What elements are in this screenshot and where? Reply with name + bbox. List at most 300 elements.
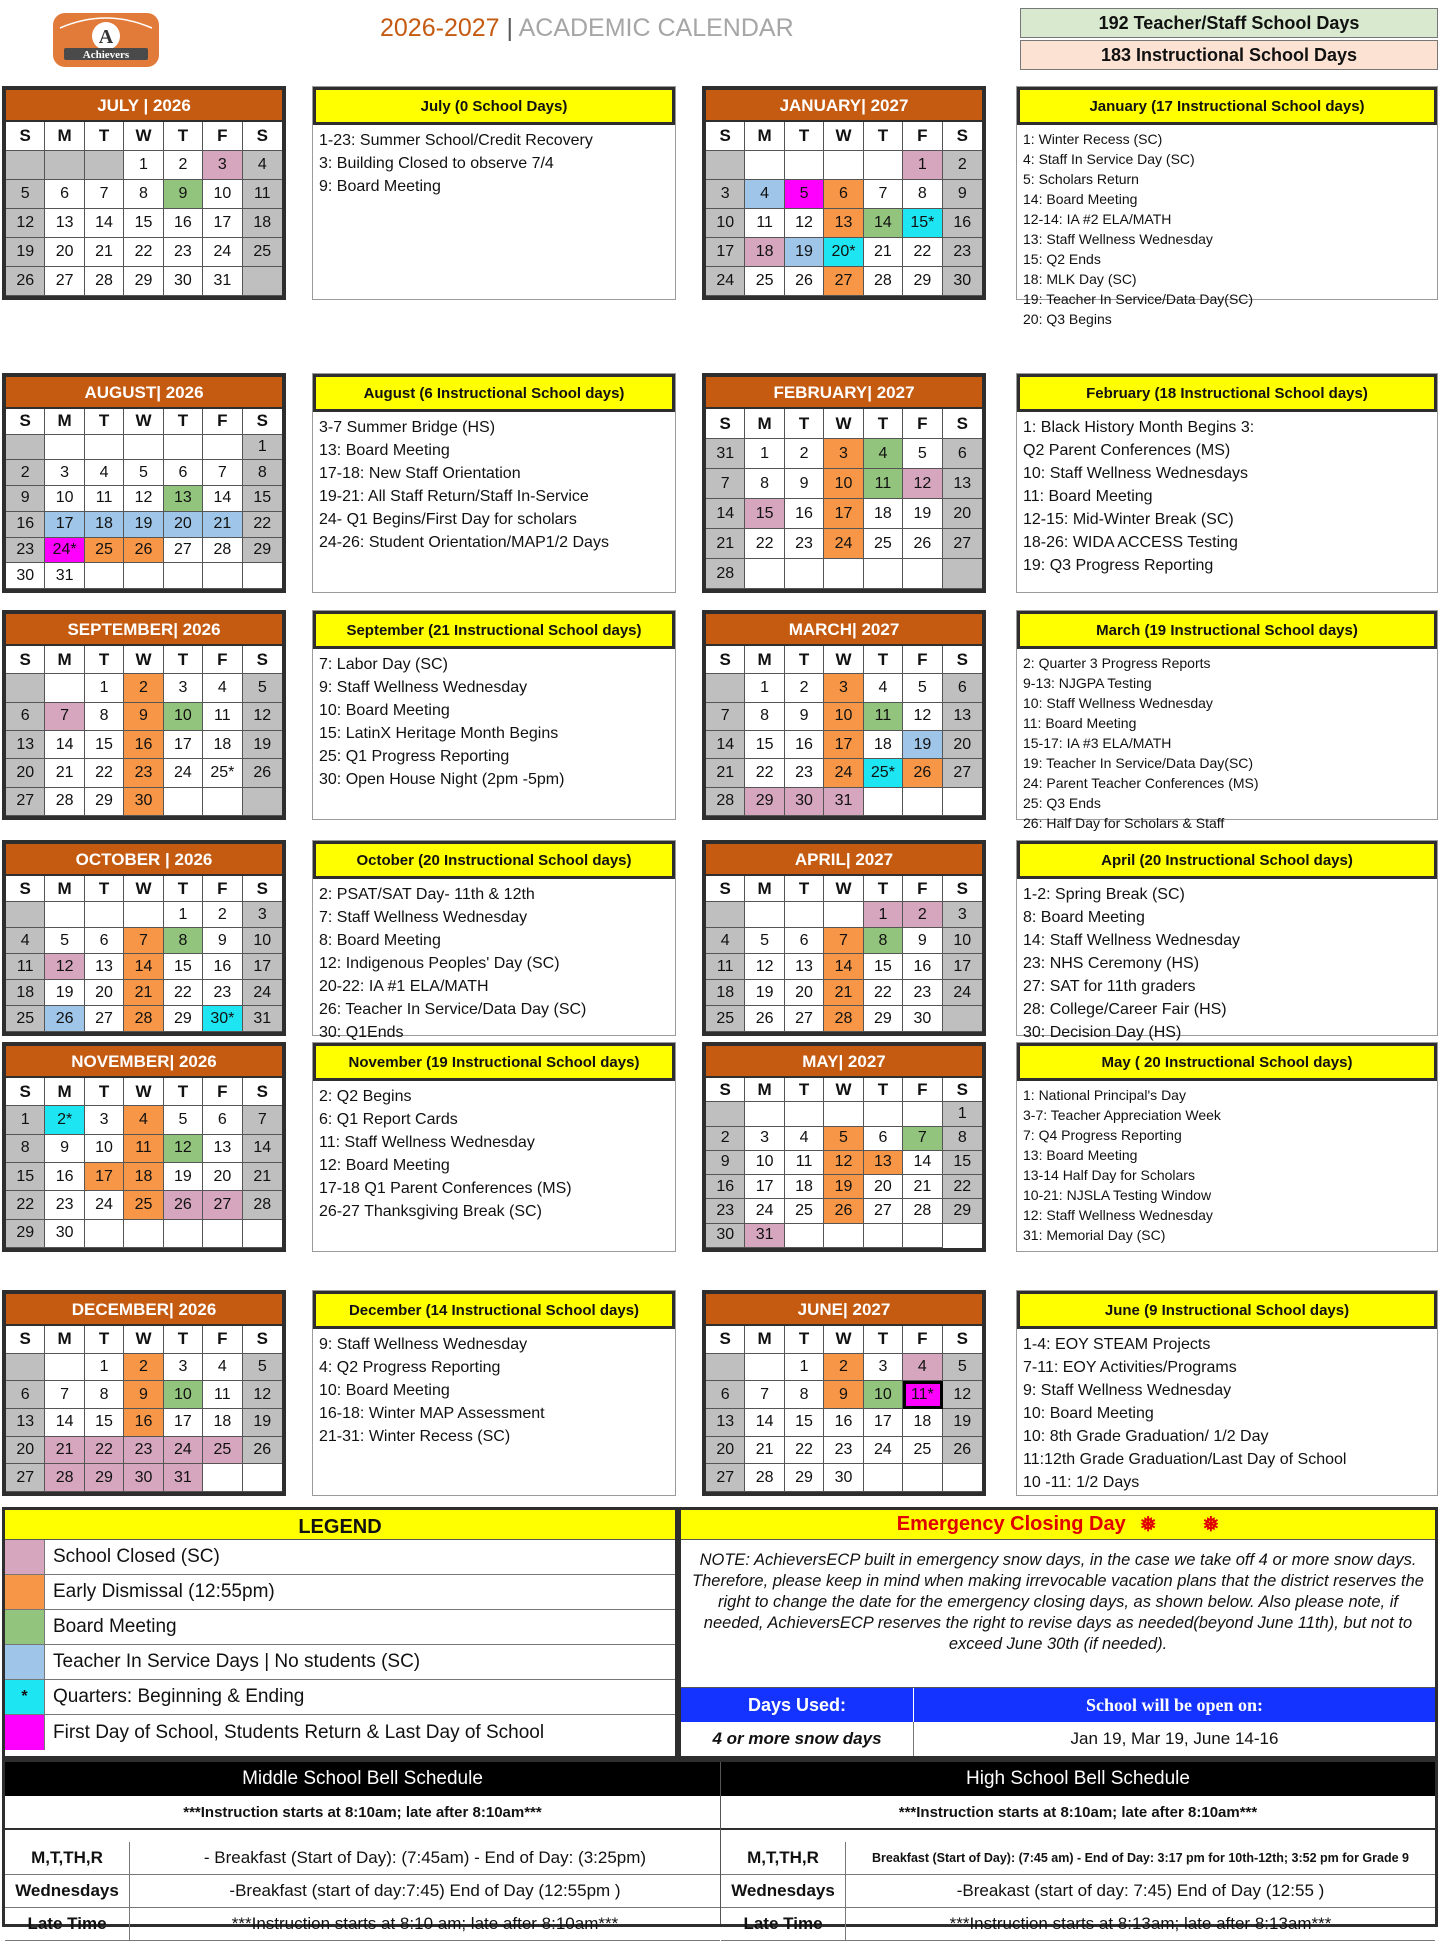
day-cell	[706, 1354, 745, 1382]
event-item: 20: Q3 Begins	[1023, 311, 1112, 327]
day-cell: 11	[864, 703, 903, 731]
weekday-header: M	[745, 122, 784, 151]
day-cell: 14	[824, 954, 863, 980]
day-cell: 10	[706, 209, 745, 238]
day-cell	[903, 1464, 942, 1492]
day-cell: 27	[203, 1191, 242, 1219]
event-item: 18-26: WIDA ACCESS Testing	[1023, 534, 1238, 551]
day-cell: 8	[785, 1381, 824, 1409]
day-cell: 24	[824, 759, 863, 787]
day-cell: 6	[203, 1106, 242, 1134]
day-cell: 31	[243, 1006, 282, 1032]
day-cell: 15	[243, 486, 282, 512]
day-cell	[85, 151, 124, 180]
day-cell: 10	[85, 1135, 124, 1163]
day-cell	[203, 435, 242, 461]
weekday-header: W	[824, 122, 863, 151]
events-title: January (17 Instructional School days)	[1017, 87, 1437, 125]
event-item: 8: Board Meeting	[1023, 909, 1145, 926]
day-cell: 21	[864, 238, 903, 267]
day-cell: 25	[864, 529, 903, 559]
day-cell: 28	[203, 538, 242, 564]
event-item: 6: Q1 Report Cards	[319, 1111, 458, 1128]
events-august-2026	[312, 373, 676, 593]
high-school-bell-schedule	[720, 1762, 1435, 1933]
day-cell: 25	[745, 267, 784, 296]
day-cell: 1	[85, 674, 124, 702]
day-cell: 16	[6, 512, 45, 538]
day-cell: 22	[903, 238, 942, 267]
day-cell: 6	[943, 674, 982, 702]
day-cell: 31	[203, 267, 242, 296]
day-cell: 7	[243, 1106, 282, 1134]
weekday-header: S	[243, 646, 282, 674]
day-cell: 19	[745, 980, 784, 1006]
weekday-header: S	[943, 1078, 982, 1102]
legend-item	[5, 1680, 675, 1715]
day-cell: 18	[745, 238, 784, 267]
weekday-header: S	[706, 409, 745, 439]
svg-text:Achievers: Achievers	[82, 49, 130, 61]
event-item: 2: Quarter 3 Progress Reports	[1023, 655, 1211, 671]
day-cell: 9	[164, 180, 203, 209]
hs-bell-rows	[721, 1842, 1435, 1941]
day-cell: 28	[824, 1006, 863, 1032]
day-cell	[706, 674, 745, 702]
day-cell: 22	[124, 238, 163, 267]
day-cell: 18	[203, 1409, 242, 1437]
legend-item	[5, 1645, 675, 1680]
weekday-header: S	[243, 409, 282, 435]
day-cell: 7	[706, 469, 745, 499]
bell-time: ***Instruction starts at 8:10 am; late after 8:10am***	[231, 1914, 619, 1933]
day-cell	[864, 559, 903, 589]
day-cell: 8	[243, 460, 282, 486]
day-cell: 5	[824, 1127, 863, 1151]
day-cell: 19	[243, 731, 282, 759]
month-title: MAY| 2027	[706, 1046, 982, 1078]
day-cell: 28	[903, 1199, 942, 1223]
event-item: 21-31: Winter Recess (SC)	[319, 1428, 511, 1445]
day-cell: 16	[124, 1409, 163, 1437]
event-item: 13: Staff Wellness Wednesday	[1023, 231, 1213, 247]
emergency-table-header	[681, 1688, 1435, 1722]
open-on-label: School will be open on:	[1085, 1694, 1264, 1715]
instructional-days-count: 183 Instructional School Days	[1020, 40, 1438, 70]
day-cell: 7	[824, 928, 863, 954]
day-cell: 30	[124, 788, 163, 816]
day-cell: 3	[745, 1127, 784, 1151]
events-january-2027	[1016, 86, 1438, 327]
day-cell: 30	[124, 1464, 163, 1492]
day-cell: 23	[124, 1437, 163, 1465]
weekday-header: F	[903, 876, 942, 902]
weekday-header: T	[164, 409, 203, 435]
day-cell: 22	[864, 980, 903, 1006]
day-cell: 5	[124, 460, 163, 486]
day-cell: 18	[706, 980, 745, 1006]
day-cell: 25	[6, 1006, 45, 1032]
weekday-header: W	[824, 646, 863, 674]
day-cell: 22	[85, 759, 124, 787]
day-cell: 23	[45, 1191, 84, 1219]
school-logo-icon	[50, 10, 162, 70]
day-cell: 10	[864, 1381, 903, 1409]
day-cell: 5	[243, 1354, 282, 1382]
weekday-header: W	[124, 409, 163, 435]
day-cell: 29	[243, 538, 282, 564]
day-cell: 28	[706, 788, 745, 816]
day-cell: 5	[6, 180, 45, 209]
day-cell: 17	[745, 1175, 784, 1199]
bell-day: M,T,TH,R	[5, 1842, 130, 1874]
day-cell: 25	[243, 238, 282, 267]
day-cell: 15*	[903, 209, 942, 238]
event-item: 17-18 Q1 Parent Conferences (MS)	[319, 1180, 572, 1197]
day-cell: 5	[785, 180, 824, 209]
event-item: 19-21: All Staff Return/Staff In-Service	[319, 488, 589, 505]
weekday-header: F	[903, 1326, 942, 1354]
day-cell: 19	[243, 1409, 282, 1437]
day-cell: 11	[243, 180, 282, 209]
day-cell: 4	[85, 460, 124, 486]
day-cell: 23	[785, 759, 824, 787]
day-cell: 8	[864, 928, 903, 954]
day-cell: 27	[45, 267, 84, 296]
weekday-header: S	[706, 1078, 745, 1102]
day-cell: 22	[85, 1437, 124, 1465]
day-cell: 26	[785, 267, 824, 296]
day-cell: 13	[85, 954, 124, 980]
event-item: 28: College/Career Fair (HS)	[1023, 1001, 1227, 1018]
day-cell: 4	[203, 674, 242, 702]
day-cell: 23	[203, 980, 242, 1006]
day-cell: 12	[943, 1381, 982, 1409]
day-cell: 1	[864, 902, 903, 928]
day-cell: 7	[903, 1127, 942, 1151]
events-title: June (9 Instructional School days)	[1017, 1291, 1437, 1329]
event-item: 14: Staff Wellness Wednesday	[1023, 932, 1241, 949]
day-cell: 12	[124, 486, 163, 512]
day-cell	[706, 151, 745, 180]
weekday-header: W	[124, 876, 163, 902]
legend-label: Board Meeting	[53, 1616, 177, 1637]
event-item: 1-4: EOY STEAM Projects	[1023, 1336, 1211, 1353]
event-item: 3: Building Closed to observe 7/4	[319, 155, 554, 172]
weekday-header: S	[243, 122, 282, 151]
event-item: 30: Decision Day (HS)	[1023, 1024, 1182, 1041]
event-item: 26-27 Thanksgiving Break (SC)	[319, 1203, 542, 1220]
day-cell: 3	[824, 439, 863, 469]
day-cell: 2	[124, 674, 163, 702]
event-item: 24- Q1 Begins/First Day for scholars	[319, 511, 577, 528]
day-cell: 29	[85, 1464, 124, 1492]
event-item: 24: Parent Teacher Conferences (MS)	[1023, 775, 1259, 791]
day-cell	[6, 1354, 45, 1382]
day-cell	[864, 788, 903, 816]
bell-schedules	[2, 1759, 1438, 1933]
day-cell	[85, 563, 124, 589]
event-item: 10: Staff Wellness Wednesday	[1023, 695, 1213, 711]
day-cell: 5	[243, 674, 282, 702]
day-cell: 27	[6, 1464, 45, 1492]
day-cell: 10	[45, 486, 84, 512]
day-cell: 25	[203, 1437, 242, 1465]
event-item: 31: Memorial Day (SC)	[1023, 1227, 1166, 1243]
weekday-header: M	[45, 409, 84, 435]
day-cell: 2	[785, 674, 824, 702]
day-cell: 12	[745, 954, 784, 980]
weekday-header: M	[45, 646, 84, 674]
ms-bell-note: ***Instruction starts at 8:10am; late after 8:10am***	[5, 1796, 720, 1830]
bell-row	[5, 1875, 720, 1908]
legend-swatch	[5, 1610, 45, 1644]
day-cell: 17	[706, 238, 745, 267]
day-cell: 3	[706, 180, 745, 209]
month-title: JUNE| 2027	[706, 1294, 982, 1326]
events-title: March (19 Instructional School days)	[1017, 611, 1437, 649]
day-cell: 8	[6, 1135, 45, 1163]
day-cell: 7	[45, 1381, 84, 1409]
day-cell: 20	[203, 1163, 242, 1191]
day-cell: 17	[85, 1163, 124, 1191]
weekday-header: W	[824, 409, 863, 439]
event-item: 9: Board Meeting	[319, 178, 441, 195]
events-june-2027	[1016, 1290, 1438, 1496]
day-cell: 13	[164, 486, 203, 512]
events-september-2026	[312, 610, 676, 820]
day-cell: 29	[785, 1464, 824, 1492]
day-cell	[864, 1102, 903, 1126]
day-cell	[943, 788, 982, 816]
weekday-header: T	[164, 876, 203, 902]
day-cell: 2	[203, 902, 242, 928]
events-november-2026	[312, 1042, 676, 1252]
events-april-2027	[1016, 840, 1438, 1041]
legend-swatch	[5, 1575, 45, 1609]
day-cell: 25	[85, 538, 124, 564]
day-cell: 12	[903, 703, 942, 731]
day-cell: 3	[164, 1354, 203, 1382]
day-cell: 20	[943, 731, 982, 759]
event-item: 10: Board Meeting	[319, 1382, 450, 1399]
day-cell: 14	[745, 1409, 784, 1437]
day-cell: 20	[6, 759, 45, 787]
day-cell: 13	[706, 1409, 745, 1437]
day-cell: 27	[943, 529, 982, 559]
weekday-header: F	[903, 646, 942, 674]
day-cell	[164, 563, 203, 589]
day-cell	[85, 902, 124, 928]
day-cell: 16	[124, 731, 163, 759]
day-cell: 4	[124, 1106, 163, 1134]
event-item: 9: Staff Wellness Wednesday	[319, 679, 528, 696]
page-header	[0, 0, 1440, 80]
day-cell	[824, 902, 863, 928]
day-cell: 25	[785, 1199, 824, 1223]
weekday-header: S	[943, 876, 982, 902]
day-cell	[864, 151, 903, 180]
day-cell: 11	[745, 209, 784, 238]
events-october-2026	[312, 840, 676, 1041]
weekday-header: T	[785, 876, 824, 902]
event-item: 8: Board Meeting	[319, 932, 441, 949]
bell-row	[5, 1842, 720, 1875]
day-cell: 30	[164, 267, 203, 296]
day-cell: 29	[6, 1220, 45, 1248]
day-cell: 28	[45, 788, 84, 816]
legend-swatch: *	[5, 1680, 45, 1714]
day-cell	[745, 1102, 784, 1126]
day-cell	[903, 559, 942, 589]
calendar-march-2027	[702, 610, 986, 820]
day-cell: 27	[6, 788, 45, 816]
events-title: December (14 Instructional School days)	[313, 1291, 675, 1329]
month-title: APRIL| 2027	[706, 844, 982, 876]
day-cell: 8	[903, 180, 942, 209]
day-cell: 15	[745, 731, 784, 759]
day-cell	[785, 151, 824, 180]
bell-time: -Breakfast (start of day:7:45) End of Day (12:55pm )	[229, 1881, 621, 1900]
events-title: October (20 Instructional School days)	[313, 841, 675, 879]
weekday-header: S	[243, 1078, 282, 1106]
day-cell	[824, 1102, 863, 1126]
day-cell	[243, 267, 282, 296]
day-cell: 29	[124, 267, 163, 296]
day-cell: 18	[203, 731, 242, 759]
day-cell: 27	[943, 759, 982, 787]
legend-label: Teacher In Service Days | No students (SC)	[53, 1651, 421, 1672]
weekday-header: F	[203, 876, 242, 902]
event-item: 1: Black History Month Begins 3:	[1023, 419, 1255, 436]
day-cell: 18	[785, 1175, 824, 1199]
day-cell: 21	[85, 238, 124, 267]
bell-time: - Breakfast (Start of Day): (7:45am) - End of Day: (3:25pm)	[203, 1848, 647, 1867]
weekday-header: W	[124, 646, 163, 674]
day-cell: 23	[706, 1199, 745, 1223]
title-year: 2026-2027	[380, 14, 500, 42]
day-cell: 30	[785, 788, 824, 816]
event-item: 10: Board Meeting	[319, 702, 450, 719]
weekday-header: T	[85, 1078, 124, 1106]
weekday-header: T	[785, 409, 824, 439]
day-cell: 26	[124, 538, 163, 564]
event-item: 30: Open House Night (2pm -5pm)	[319, 771, 565, 788]
day-cell: 27	[164, 538, 203, 564]
day-cell: 2	[6, 460, 45, 486]
weekday-header: F	[903, 122, 942, 151]
teacher-days-count: 192 Teacher/Staff School Days	[1020, 8, 1438, 38]
day-cell: 11	[203, 1381, 242, 1409]
day-cell: 13	[785, 954, 824, 980]
day-cell	[164, 788, 203, 816]
calendar-december-2026	[2, 1290, 286, 1496]
weekday-header: T	[85, 876, 124, 902]
day-cell: 6	[85, 928, 124, 954]
weekday-header: T	[864, 876, 903, 902]
day-cell: 30	[706, 1224, 745, 1248]
day-cell: 20	[785, 980, 824, 1006]
day-cell: 18	[864, 731, 903, 759]
weekday-header: W	[824, 876, 863, 902]
event-item: 30: Q1Ends	[319, 1024, 404, 1041]
day-cell: 21	[243, 1163, 282, 1191]
events-december-2026	[312, 1290, 676, 1496]
day-cell: 14	[45, 1409, 84, 1437]
day-cell: 21	[706, 759, 745, 787]
weekday-header: T	[785, 1078, 824, 1102]
event-item: 1-2: Spring Break (SC)	[1023, 886, 1185, 903]
day-cell: 9	[943, 180, 982, 209]
day-cell: 16	[45, 1163, 84, 1191]
day-cell	[943, 1006, 982, 1032]
event-item: 10: Staff Wellness Wednesdays	[1023, 465, 1249, 482]
day-cell: 13	[45, 209, 84, 238]
day-cell	[785, 1102, 824, 1126]
events-title: May ( 20 Instructional School days)	[1017, 1043, 1437, 1081]
event-item: 15: Q2 Ends	[1023, 251, 1101, 267]
day-cell: 19	[903, 731, 942, 759]
day-cell: 17	[943, 954, 982, 980]
day-cell: 24	[164, 1437, 203, 1465]
event-item: 2: Q2 Begins	[319, 1088, 412, 1105]
day-cell: 14	[706, 731, 745, 759]
day-cell: 3	[164, 674, 203, 702]
weekday-header: S	[706, 1326, 745, 1354]
day-cell: 2	[943, 151, 982, 180]
days-used-value: 4 or more snow days	[681, 1722, 914, 1756]
legend-swatch	[5, 1645, 45, 1679]
hs-bell-title: High School Bell Schedule	[721, 1762, 1435, 1796]
day-cell	[6, 151, 45, 180]
day-cell: 20	[85, 980, 124, 1006]
day-cell: 30	[943, 267, 982, 296]
day-cell: 9	[124, 703, 163, 731]
event-item: 12-14: IA #2 ELA/MATH	[1023, 211, 1172, 227]
day-cell: 24*	[45, 538, 84, 564]
event-item: 3-7: Teacher Appreciation Week	[1023, 1107, 1221, 1123]
day-cell	[243, 788, 282, 816]
weekday-header: T	[864, 1326, 903, 1354]
legend-title: LEGEND	[5, 1510, 675, 1540]
legend	[2, 1507, 678, 1759]
day-cell: 6	[45, 180, 84, 209]
event-item: 7: Q4 Progress Reporting	[1023, 1127, 1182, 1143]
day-cell: 4	[706, 928, 745, 954]
event-item: 5: Scholars Return	[1023, 171, 1139, 187]
title-text: ACADEMIC CALENDAR	[518, 14, 794, 42]
day-cell	[124, 902, 163, 928]
snowflake-icon: ❅	[1202, 1514, 1220, 1536]
day-cell	[785, 902, 824, 928]
day-cell: 5	[903, 439, 942, 469]
day-cell: 24	[706, 267, 745, 296]
weekday-header: T	[85, 122, 124, 151]
bell-row	[5, 1908, 720, 1941]
weekday-header: F	[203, 1326, 242, 1354]
day-cell: 21	[45, 1437, 84, 1465]
month-title: NOVEMBER| 2026	[6, 1046, 282, 1078]
day-cell	[243, 1220, 282, 1248]
day-cell: 5	[45, 928, 84, 954]
weekday-header: S	[706, 646, 745, 674]
day-cell: 11	[85, 486, 124, 512]
month-title: DECEMBER| 2026	[6, 1294, 282, 1326]
day-cell: 18	[864, 499, 903, 529]
day-cell: 21	[745, 1437, 784, 1465]
day-cell: 1	[6, 1106, 45, 1134]
weekday-header: T	[85, 1326, 124, 1354]
